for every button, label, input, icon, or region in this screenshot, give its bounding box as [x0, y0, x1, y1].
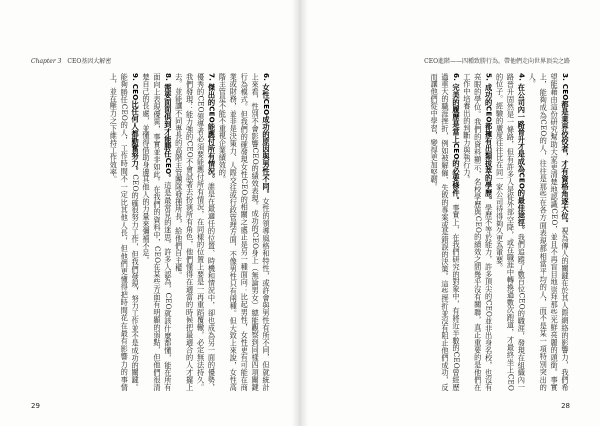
- myth-heading: 6. 完美的履歷是當上CEO的必要條件。: [451, 73, 461, 204]
- paragraph: [107, 73, 140, 391]
- right-page: [300, 0, 600, 426]
- myth-heading: 9. CEO比任何人都勤奮努力。: [131, 73, 141, 175]
- myth-heading: 8. 需要面面俱到才能勝任CEO。: [163, 73, 173, 182]
- paragraph-text: 視為傳人的關鍵在於其人際網絡的影響力，我們希望能藉由這份研究幫助大家更清楚地認識CEO，並且不再盲目地崇拜那些光鮮亮麗的頭銜。事實上，能夠成為CEO的人，往往是那些在各方面表現都相當平均的人，而不是某一項特別突出的人。: [528, 73, 570, 391]
- chapter-title: CEO基因大解密: [67, 58, 112, 65]
- running-head-right: [424, 56, 570, 65]
- paragraph: [140, 73, 173, 391]
- page-number-left: 29: [31, 402, 40, 410]
- left-text-column: [31, 73, 271, 391]
- paragraph: [461, 73, 494, 391]
- paragraph-text: 事實上，在我們研究的對象中，有將近半數的CEO曾經歷過重大的職涯挫折，例如被解僱、失敗的專案或是錯誤的決策。這些挫折並沒有阻止他們成功，反而讓他們從中學習，變得更加堅韌。: [430, 73, 461, 391]
- paragraph-text: CEO的確很努力工作，但我們發現，努力工作並不是成功的關鍵。能夠勝任CEO的人，工作時間不一定比其他人長，但他們更懂得把時間花在最有影響力的事情上，並在壓力之下維持工作效率。: [109, 73, 141, 391]
- myth-heading: 4. 在公司內一路晉升才是成為CEO的最佳途徑。: [517, 73, 527, 234]
- myth-heading: 7. 傑出的CEO能應付所有情況。: [207, 73, 217, 183]
- myth-heading: 6. 女性CEO成功的原因與男性不同。: [262, 73, 271, 198]
- paragraph-text: 我們追蹤了數百位CEO的職涯，發現在組織內一路晉升固然是一條路，但有許多人是從外部空降，或在職涯中轉換過數次跑道，才最終坐上CEO的位子。經驗的廣度往往比在同一家公司待得夠久更為重要。: [495, 73, 527, 391]
- paragraph-text: 誰是在最適任的位置、時機和情況中，卻也成為另一面的優勢，優秀的CEO領導者必須要能應付所有情況，在同樣的位置上要是一再重蹈覆轍，必定無法持久。我們發現：能力強的CEO不會試著去扮演所有角色，他們懂得在適當的時候把最適合的人才擺上去。並能讓不同專長的高階主管團隊發揮所長，給他們自主權。: [174, 73, 217, 391]
- page-number-right: 28: [561, 402, 570, 410]
- paragraph: [216, 73, 271, 391]
- paragraph-text: 學歷不等於能力，許多頂尖的CEO並非出身名校，也沒有亮眼的學位。我們的資料顯示，名校學歷與CEO的績效之間幾乎沒有關聯，真正重要的是他們在工作中培養出的判斷力與執行力。: [462, 73, 494, 391]
- myth-heading: 5. 成功的CEO都擁有出類拔萃的學歷。: [484, 73, 494, 204]
- paragraph: [428, 73, 461, 391]
- paragraph: [494, 73, 527, 391]
- paragraph-text: 女性的領導風格和特性，或許會與男性有所不同，但就統計上來看，性別不會影響CEO的績效表現。成功的CEO身上（無論男女）總能觀察到同樣四項關鍵行為模式。但我們的確發現女性CEO的相關之處正是另一種面向：比起男性，女性更有可能在商業或財務，並非是決策力、人際交往或行政管理方面，不像男性只有兩種。但大致上來說，女性高階主管是不能不重視企業績效的。: [218, 73, 271, 391]
- book-part-title: CEO進階——四種致勝行為，帶他們走向世界頂尖之路: [424, 58, 570, 65]
- running-head-left: [31, 56, 111, 65]
- chapter-label: Chapter 3: [31, 58, 62, 65]
- right-text-column: [327, 73, 570, 391]
- myth-heading: 3. CEO都是業界佼佼者，才有資格角逐大位。: [561, 73, 570, 228]
- paragraph-text: 這是最常見的迷思。許多人認為，CEO就該什麼都懂，能在所有面向上表現優異，事實並非如此。在我們的資料中，CEO在某些方面有明顯的弱點，但他們很清楚自己的長處，並懂得借助身邊其他人的力量來彌補不足。: [142, 73, 173, 391]
- paragraph: [173, 73, 217, 391]
- paragraph: [526, 73, 570, 391]
- book-gutter-shadow: [292, 0, 308, 426]
